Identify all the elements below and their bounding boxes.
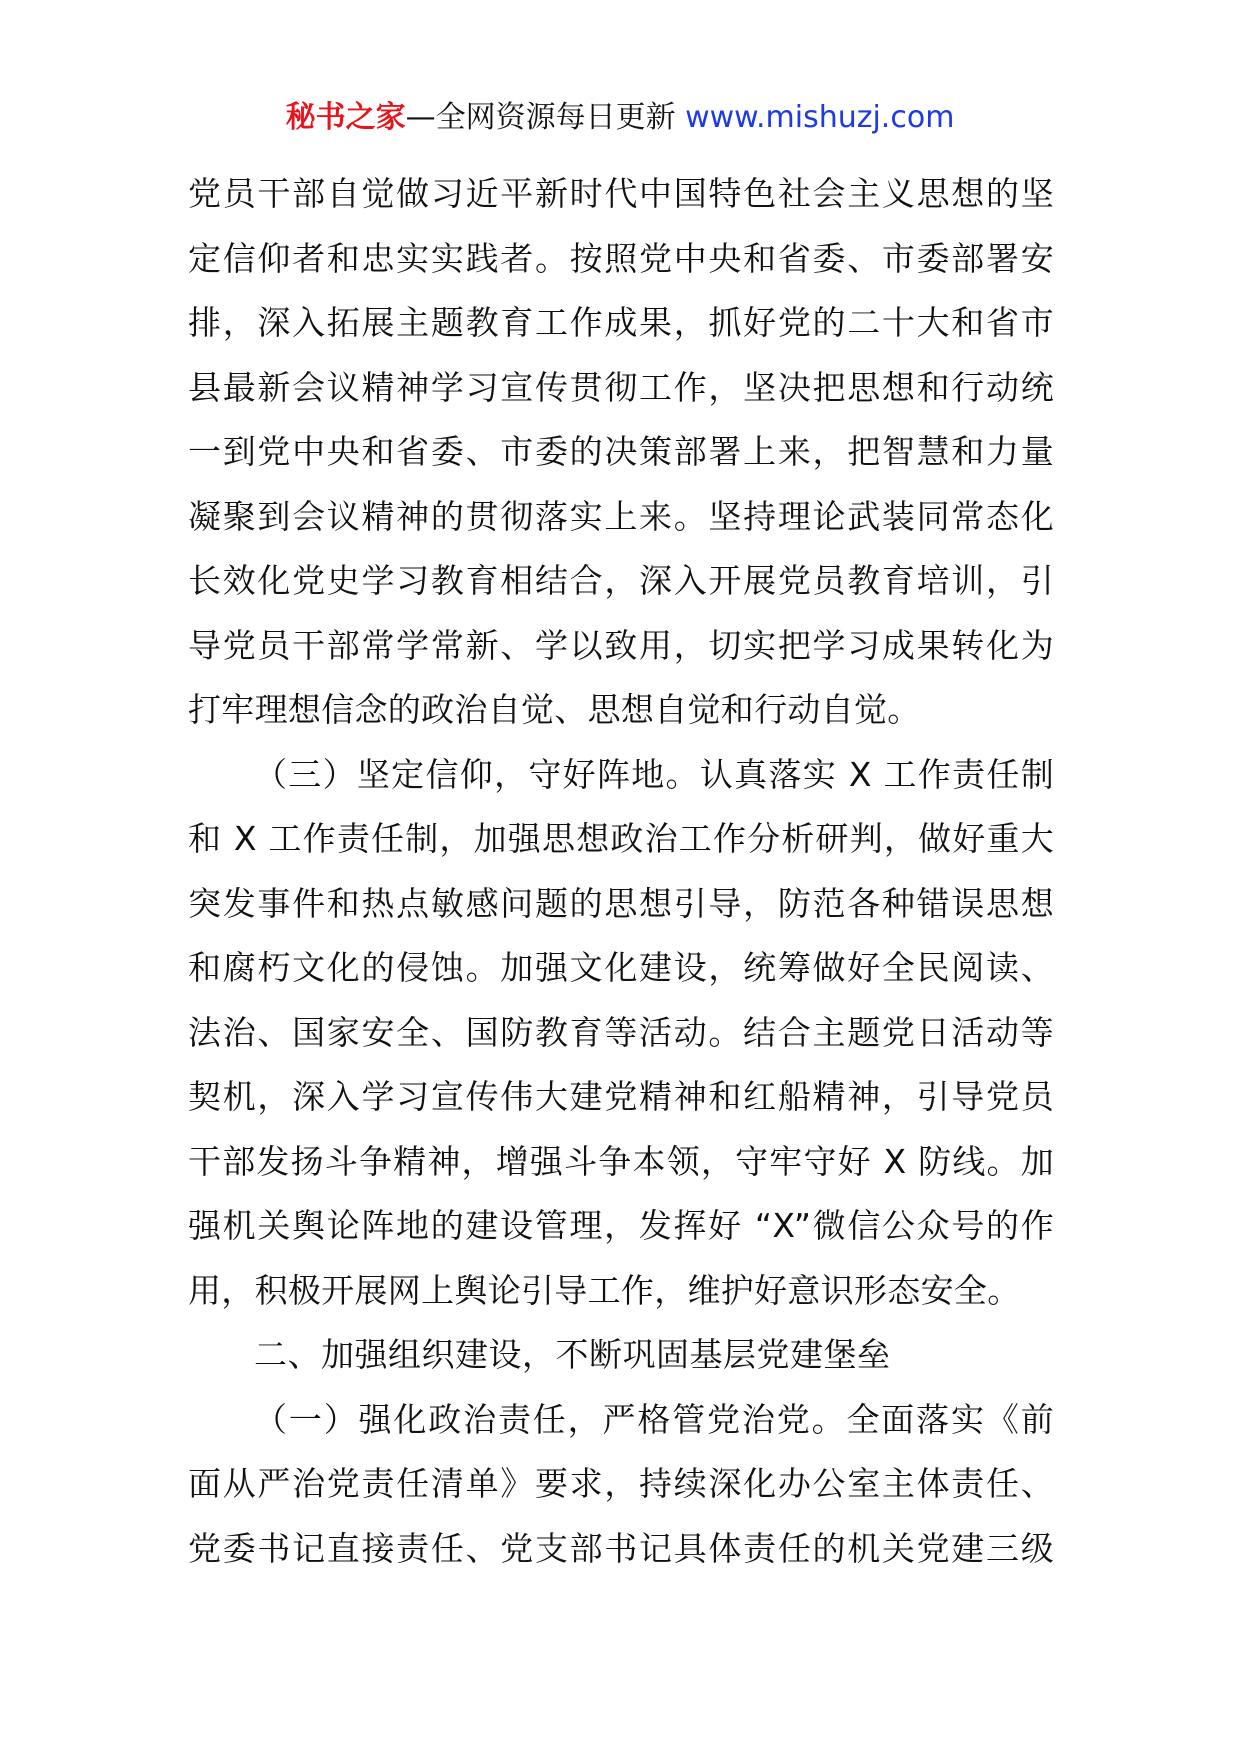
- text-line: 党员干部自觉做习近平新时代中国特色社会主义思想的坚: [188, 174, 1054, 213]
- text-line: 用，积极开展网上舆论引导工作，维护好意识形态安全。: [188, 1270, 1021, 1310]
- paragraph-first-line: （一）强化政治责任，严格管党治党。全面落实《前: [254, 1399, 1054, 1439]
- paragraph-first-line: （三）坚定信仰，守好阵地。认真落实 X 工作责任制: [254, 754, 1054, 794]
- text-line: 县最新会议精神学习宣传贯彻工作，坚决把思想和行动统: [188, 367, 1054, 407]
- text-line: 突发事件和热点敏感问题的思想引导，防范各种错误思想: [188, 883, 1054, 923]
- text-line: 凝聚到会议精神的贯彻落实上来。坚持理论武装同常态化: [188, 496, 1054, 536]
- text-line: 和 X 工作责任制，加强思想政治工作分析研判，做好重大: [188, 819, 1054, 858]
- text-line: 党委书记直接责任、党支部书记具体责任的机关党建三级: [188, 1528, 1054, 1568]
- site-watermark-header: [0, 98, 1240, 138]
- brand-slogan: —全网资源每日更新: [405, 100, 676, 135]
- text-line: 定信仰者和忠实实践者。按照党中央和省委、市委部署安: [188, 238, 1054, 278]
- text-line: 和腐朽文化的侵蚀。加强文化建设，统筹做好全民阅读、: [188, 948, 1054, 987]
- text-line: 排，深入拓展主题教育工作成果，抓好党的二十大和省市: [188, 303, 1054, 342]
- text-line: 一到党中央和省委、市委的决策部署上来，把智慧和力量: [188, 432, 1054, 471]
- text-line: 干部发扬斗争精神，增强斗争本领，守牢守好 X 防线。加: [188, 1141, 1054, 1181]
- section-heading: 二、加强组织建设，不断巩固基层党建堡垒: [254, 1335, 891, 1374]
- brand-name: 秘书之家: [285, 100, 406, 135]
- text-line: 面从严治党责任清单》要求，持续深化办公室主体责任、: [188, 1464, 1054, 1503]
- document-body: [188, 162, 1054, 1581]
- text-line: 打牢理想信念的政治自觉、思想自觉和行动自觉。: [188, 690, 921, 729]
- text-line: 长效化党史学习教育相结合，深入开展党员教育培训，引: [188, 561, 1054, 600]
- text-line: 契机，深入学习宣传伟大建党精神和红船精神，引导党员: [188, 1077, 1054, 1116]
- text-line: 法治、国家安全、国防教育等活动。结合主题党日活动等: [188, 1012, 1054, 1052]
- site-url: www.mishuzj.com: [675, 100, 955, 135]
- text-line: 导党员干部常学常新、学以致用，切实把学习成果转化为: [188, 625, 1054, 665]
- text-line: 强机关舆论阵地的建设管理，发挥好 “X”微信公众号的作: [188, 1206, 1054, 1245]
